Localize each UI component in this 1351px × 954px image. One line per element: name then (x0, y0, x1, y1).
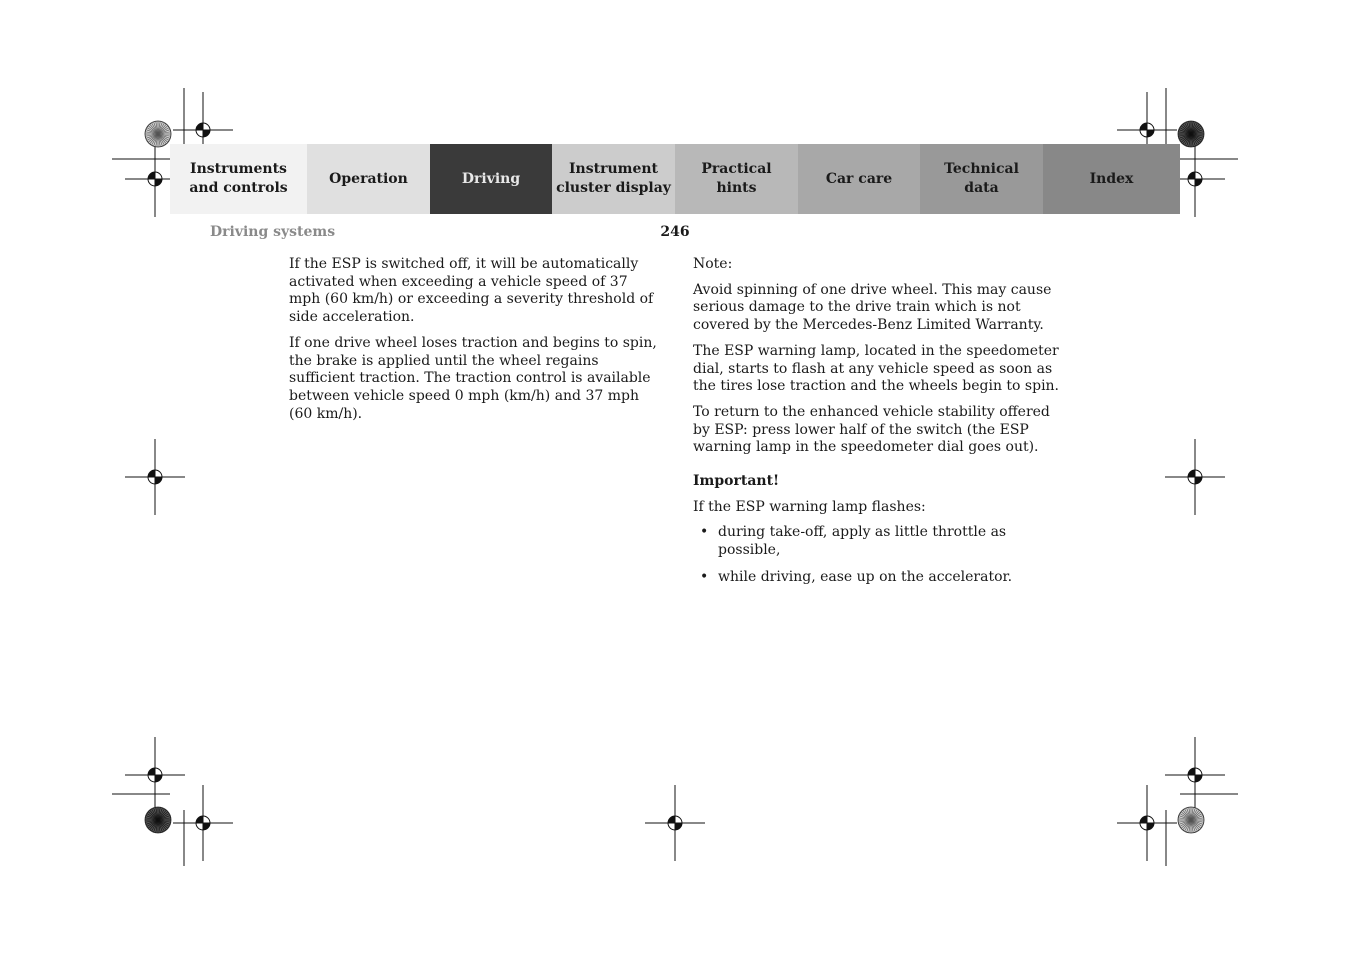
registration-crosshair-icon (1117, 785, 1177, 861)
tab-instrument-cluster-display[interactable]: Instrument cluster display (552, 144, 675, 214)
color-bar-starburst-icon (145, 807, 171, 833)
left-text-column (289, 256, 659, 431)
color-bar-starburst-icon (1178, 121, 1204, 147)
important-intro: If the ESP warning lamp flashes: (693, 498, 926, 515)
tab-instruments-and-controls[interactable]: Instruments and controls (170, 144, 307, 214)
tab-technical-data[interactable]: Technical data (920, 144, 1043, 214)
page-number: 246 (660, 224, 690, 240)
paragraph: To return to the enhanced vehicle stability offered by ESP: press lower half of the switch (the ESP warning lamp in the speedometer dial goes out). (693, 403, 1050, 456)
bullet-list (693, 524, 1063, 586)
right-text-column (693, 256, 1063, 596)
paragraph: Avoid spinning of one drive wheel. This may cause serious damage to the drive train which is not covered by the Mercedes-Benz Limited Warranty. (693, 281, 1052, 334)
paragraph: If one drive wheel loses traction and begins to spin, the brake is applied until the wheel regains sufficient traction. The traction control is available between vehicle speed 0 mph (km/h) and 37 mph (60 km/h). (289, 334, 657, 422)
registration-crosshair-icon (125, 737, 185, 813)
color-bar-starburst-icon (145, 121, 171, 147)
section-title: Driving systems (210, 224, 336, 240)
registration-crosshair-icon (645, 785, 705, 861)
registration-crosshair-icon (1165, 737, 1225, 813)
color-bar-starburst-icon (1178, 807, 1204, 833)
tab-car-care[interactable]: Car care (798, 144, 920, 214)
tab-operation[interactable]: Operation (307, 144, 430, 214)
list-item: • while driving, ease up on the accelerator. (693, 569, 1063, 587)
list-item: • during take-off, apply as little throttle as possible, (693, 524, 1063, 559)
chapter-tab-bar (170, 144, 1180, 214)
tab-driving[interactable]: Driving (430, 144, 552, 214)
important-heading: Important! (693, 473, 780, 490)
paragraph: If the ESP is switched off, it will be automatically activated when exceeding a vehicle speed of 37 mph (60 km/h) or exceeding a severity threshold of side acceleration. (289, 256, 654, 326)
registration-crosshair-icon (1165, 439, 1225, 515)
tab-index[interactable]: Index (1043, 144, 1180, 214)
note-label: Note: (693, 256, 733, 272)
tab-practical-hints[interactable]: Practical hints (675, 144, 798, 214)
registration-crosshair-icon (125, 439, 185, 515)
paragraph: The ESP warning lamp, located in the speedometer dial, starts to flash at any vehicle speed as soon as the tires lose traction and the wheels begin to spin. (693, 342, 1060, 395)
registration-crosshair-icon (173, 785, 233, 861)
